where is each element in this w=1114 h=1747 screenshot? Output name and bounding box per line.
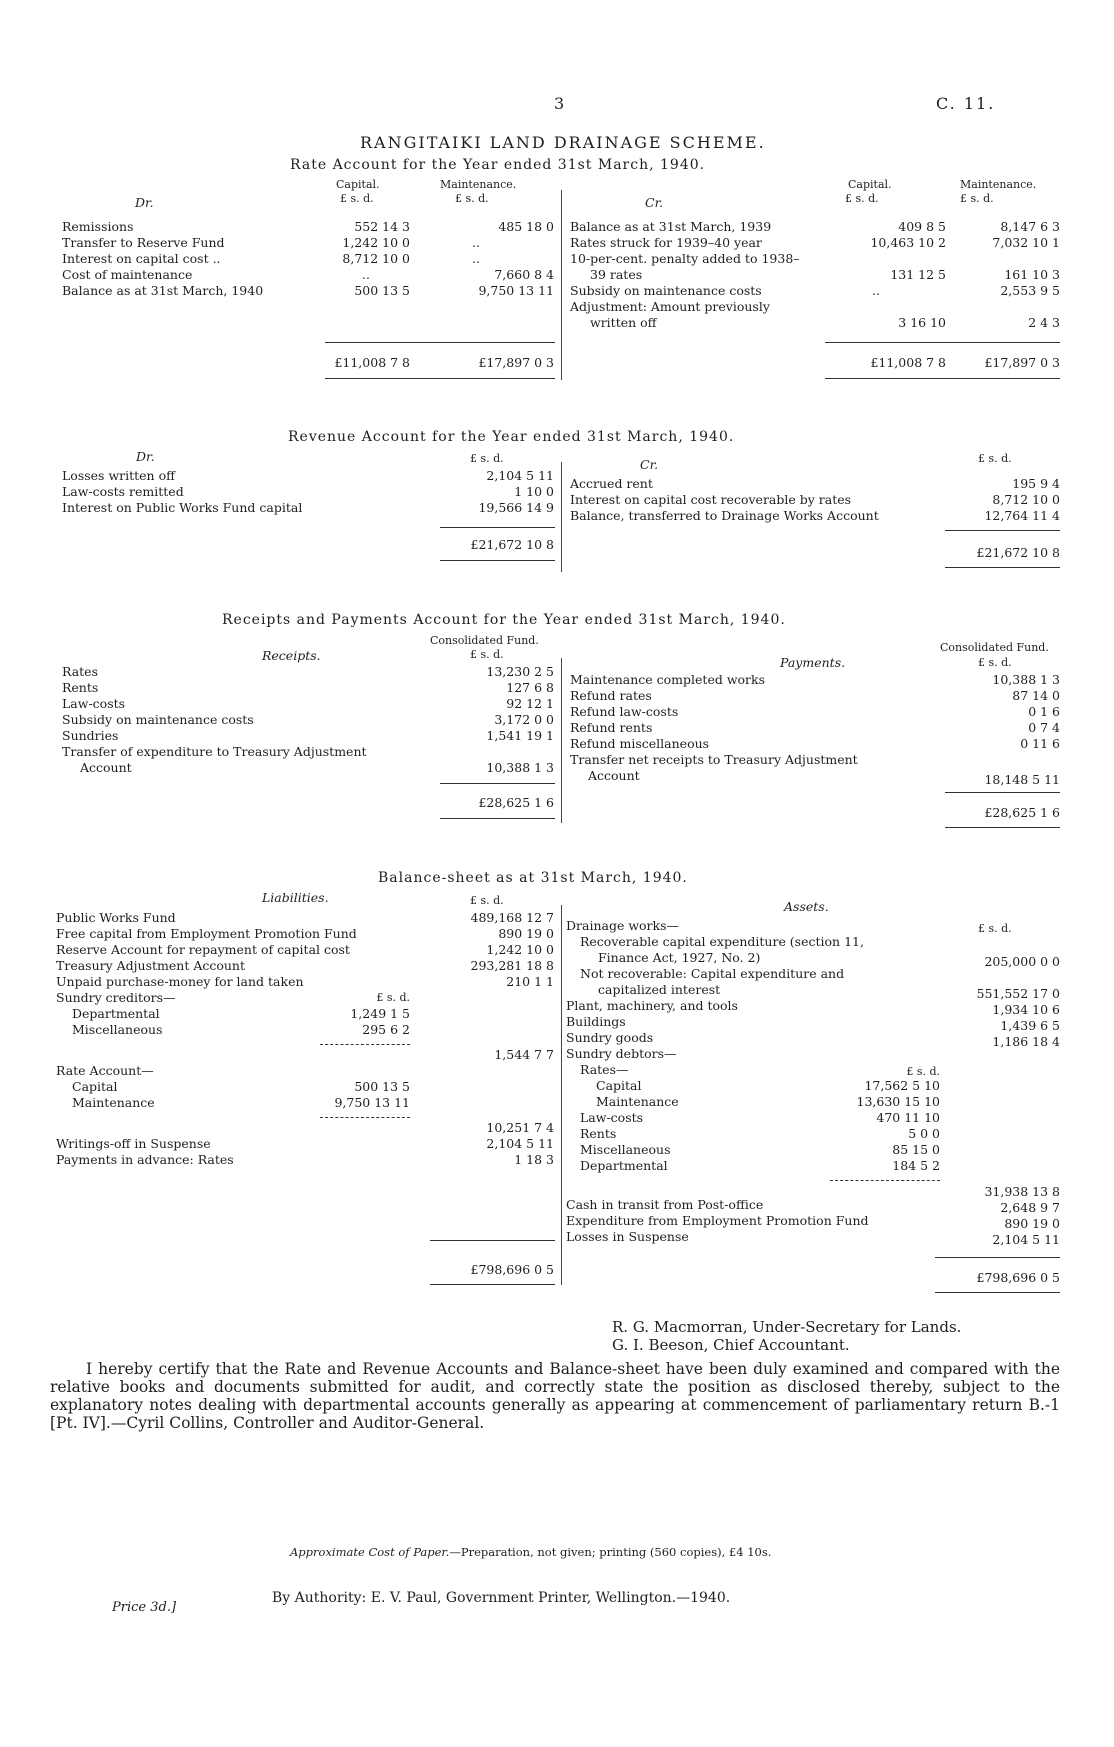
liability-sub-rule	[320, 1117, 410, 1118]
receipts-total: £28,625 1 6	[478, 795, 554, 810]
cost-of-paper-text: —Preparation, not given; printing (560 copies), £4 10s.	[449, 1545, 772, 1559]
liability-label: Capital	[72, 1079, 118, 1094]
rate-cr-label-text: 10-per-cent. penalty added to 1938–	[570, 251, 800, 266]
asset-sub: 184 5 2	[892, 1158, 940, 1173]
asset-label: Rates—	[580, 1062, 629, 1077]
asset-label: Law-costs	[580, 1110, 644, 1125]
asset-label: Sundry debtors—	[566, 1046, 677, 1061]
rate-account-title: Rate Account for the Year ended 31st March, 1940.	[290, 157, 706, 173]
rate-dr-total-underline	[325, 378, 555, 379]
receipts-payments-title: Receipts and Payments Account for the Year ended 31st March, 1940.	[222, 612, 786, 628]
rate-dr-maint: 7,660 8 4	[494, 267, 554, 282]
receipts-payments-divider	[561, 658, 562, 823]
liability-amount: 489,168 12 7	[470, 910, 554, 925]
liability-sub: 500 13 5	[354, 1079, 410, 1094]
asset-sub: 13,630 15 10	[856, 1094, 940, 1109]
receipts-lsd: £ s. d.	[470, 648, 504, 661]
asset-label: Cash in transit from Post-office	[566, 1197, 764, 1212]
liability-label: Maintenance	[72, 1095, 155, 1110]
asset-label: Expenditure from Employment Promotion Fund	[566, 1213, 869, 1228]
revenue-cr-amount: 12,764 11 4	[984, 508, 1060, 523]
revenue-dr-total-underline	[440, 560, 555, 561]
rate-cr-label-text: Balance as at 31st March, 1939	[570, 219, 772, 234]
asset-sub: 5 0 0	[908, 1126, 940, 1141]
payments-label-text: Refund rents	[570, 720, 653, 735]
asset-label: Finance Act, 1927, No. 2)	[598, 950, 761, 965]
payments-label-text: Refund rates	[570, 688, 652, 703]
asset-label: Losses in Suspense	[566, 1229, 689, 1244]
revenue-cr-amount: 8,712 10 0	[992, 492, 1060, 507]
revenue-dr-amount: 19,566 14 9	[478, 500, 554, 515]
rate-cr-lsd-maint: £ s. d.	[960, 192, 994, 205]
liability-sub-rule	[320, 1044, 410, 1045]
assets-total-rule	[935, 1257, 1060, 1258]
liabilities-lsd: £ s. d.	[470, 894, 504, 907]
liability-label: Sundry creditors—	[56, 990, 176, 1005]
receipts-amount: 127 6 8	[506, 680, 554, 695]
rate-cr-maint: 8,147 6 3	[1000, 219, 1060, 234]
receipts-label-text: Account	[80, 760, 132, 775]
liability-label: Rate Account—	[56, 1063, 154, 1078]
liability-label: Departmental	[72, 1006, 160, 1021]
rate-dr-capital: 552 14 3	[354, 219, 410, 234]
liability-sub: 9,750 13 11	[334, 1095, 410, 1110]
liabilities-total-underline	[430, 1284, 555, 1285]
rate-cr-label-text: Rates struck for 1939–40 year	[570, 235, 762, 250]
asset-label: Capital	[596, 1078, 642, 1093]
revenue-dr-total-rule	[440, 527, 555, 528]
rate-dr-label-text: Interest on capital cost ..	[62, 251, 221, 266]
revenue-dr-label-text: Losses written off	[62, 468, 175, 483]
rate-divider	[561, 190, 562, 380]
payments-total-rule	[945, 792, 1060, 793]
payments-amount: 18,148 5 11	[984, 772, 1060, 787]
payments-lsd: £ s. d.	[978, 656, 1012, 669]
liability-sub: 295 6 2	[362, 1022, 410, 1037]
rate-dr-capital: 1,242 10 0	[342, 235, 410, 250]
rate-dr-total-rule	[325, 342, 555, 343]
liability-amount: 210 1 1	[506, 974, 554, 989]
liability-label: Treasury Adjustment Account	[56, 958, 246, 973]
asset-sub: 85 15 0	[892, 1142, 940, 1157]
page-number: 3	[554, 94, 565, 113]
rate-cr-total-maint: £17,897 0 3	[984, 355, 1060, 370]
receipts-amount: 13,230 2 5	[486, 664, 554, 679]
rate-dr-label-text: Cost of maintenance	[62, 267, 193, 282]
liability-sub: 1,249 1 5	[350, 1006, 410, 1021]
revenue-dr-label-text: Law-costs remitted	[62, 484, 184, 499]
rate-dr-maint: ..	[472, 235, 480, 250]
receipts-label-text: Transfer of expenditure to Treasury Adjustment	[62, 744, 367, 759]
receipts-amount: 3,172 0 0	[494, 712, 554, 727]
authority-line: By Authority: E. V. Paul, Government Printer, Wellington.—1940.	[272, 1590, 731, 1606]
revenue-cr-label-text: Accrued rent	[570, 476, 653, 491]
asset-label: Not recoverable: Capital expenditure and	[580, 966, 845, 981]
receipts-label-text: Law-costs	[62, 696, 126, 711]
asset-amount: 31,938 13 8	[984, 1184, 1060, 1199]
rate-dr-col-capital: Capital.	[336, 178, 380, 191]
assets-label: Assets.	[784, 899, 829, 914]
scheme-title: RANGITAIKI LAND DRAINAGE SCHEME.	[360, 133, 766, 152]
asset-amount: 205,000 0 0	[984, 954, 1060, 969]
rate-cr-total-capital: £11,008 7 8	[870, 355, 946, 370]
asset-label: Drainage works—	[566, 918, 680, 933]
asset-amount: 1,439 6 5	[1000, 1018, 1060, 1033]
cost-of-paper-label: Approximate Cost of Paper.	[290, 1545, 450, 1559]
liability-amount: 890 19 0	[498, 926, 554, 941]
rate-cr-capital: ..	[872, 283, 880, 298]
liability-amount: 1,242 10 0	[486, 942, 554, 957]
revenue-dr-label: Dr.	[136, 449, 155, 464]
cost-of-paper	[290, 1545, 771, 1559]
rate-cr-label-text: Subsidy on maintenance costs	[570, 283, 762, 298]
payments-amount: 0 7 4	[1028, 720, 1060, 735]
liability-label: Reserve Account for repayment of capital cost	[56, 942, 350, 957]
asset-sub: 470 11 10	[876, 1110, 940, 1125]
rate-cr-total-rule	[825, 342, 1060, 343]
rate-dr-total-maint: £17,897 0 3	[478, 355, 554, 370]
asset-amount: 2,648 9 7	[1000, 1200, 1060, 1215]
asset-amount: 1,934 10 6	[992, 1002, 1060, 1017]
liability-label: Free capital from Employment Promotion Fund	[56, 926, 357, 941]
revenue-cr-total-underline	[945, 567, 1060, 568]
payments-label-text: Transfer net receipts to Treasury Adjustment	[570, 752, 858, 767]
asset-label: Maintenance	[596, 1094, 679, 1109]
asset-label: capitalized interest	[598, 982, 721, 997]
liabilities-total: £798,696 0 5	[470, 1262, 554, 1277]
rate-cr-capital: 3 16 10	[898, 315, 946, 330]
assets-total-underline	[935, 1292, 1060, 1293]
asset-label: Plant, machinery, and tools	[566, 998, 738, 1013]
revenue-cr-total: £21,672 10 8	[976, 545, 1060, 560]
receipts-label-text: Subsidy on maintenance costs	[62, 712, 254, 727]
assets-total: £798,696 0 5	[976, 1270, 1060, 1285]
balance-sheet-divider	[561, 905, 562, 1285]
rate-dr-label-text: Transfer to Reserve Fund	[62, 235, 225, 250]
payments-col-fund: Consolidated Fund.	[940, 641, 1049, 654]
liabilities-label: Liabilities.	[262, 890, 329, 905]
receipts-label-text: Rents	[62, 680, 99, 695]
rate-dr-total-capital: £11,008 7 8	[334, 355, 410, 370]
asset-amount: 890 19 0	[1004, 1216, 1060, 1231]
rate-cr-total-underline	[825, 378, 1060, 379]
liability-label: Miscellaneous	[72, 1022, 163, 1037]
rate-dr-capital: ..	[362, 267, 370, 282]
receipts-label: Receipts.	[262, 648, 321, 663]
rate-cr-label: Cr.	[645, 195, 664, 210]
liability-sub: £ s. d.	[376, 991, 410, 1004]
payments-amount: 0 11 6	[1020, 736, 1060, 751]
revenue-cr-label-text: Balance, transferred to Drainage Works Account	[570, 508, 879, 523]
receipts-label-text: Sundries	[62, 728, 119, 743]
liability-amount: 2,104 5 11	[486, 1136, 554, 1151]
asset-sub-rule	[830, 1180, 940, 1181]
receipts-col-fund: Consolidated Fund.	[430, 634, 539, 647]
rate-dr-lsd-capital: £ s. d.	[340, 192, 374, 205]
revenue-divider	[561, 462, 562, 572]
liability-label: Payments in advance: Rates	[56, 1152, 234, 1167]
rate-cr-label-text: written off	[590, 315, 657, 330]
asset-label: Departmental	[580, 1158, 668, 1173]
asset-label: Miscellaneous	[580, 1142, 671, 1157]
asset-sub: 17,562 5 10	[864, 1078, 940, 1093]
rate-cr-maint: 2 4 3	[1028, 315, 1060, 330]
receipts-total-underline	[440, 818, 555, 819]
liability-amount: 293,281 18 8	[470, 958, 554, 973]
receipts-total-rule	[440, 783, 555, 784]
revenue-cr-label: Cr.	[640, 457, 659, 472]
liability-amount: 1,544 7 7	[494, 1047, 554, 1062]
asset-amount: 1,186 18 4	[992, 1034, 1060, 1049]
payments-label-text: Refund law-costs	[570, 704, 679, 719]
liabilities-total-rule	[430, 1240, 555, 1241]
asset-label: Buildings	[566, 1014, 626, 1029]
asset-amount: 551,552 17 0	[976, 986, 1060, 1001]
payments-label-text: Maintenance completed works	[570, 672, 766, 687]
revenue-dr-amount: 2,104 5 11	[486, 468, 554, 483]
paper-code: C. 11.	[936, 94, 996, 113]
revenue-cr-total-rule	[945, 530, 1060, 531]
rate-cr-capital: 409 8 5	[898, 219, 946, 234]
rate-dr-lsd-maint: £ s. d.	[455, 192, 489, 205]
price-label: Price 3d.]	[112, 1600, 177, 1615]
balance-sheet-title: Balance-sheet as at 31st March, 1940.	[378, 870, 688, 886]
revenue-dr-lsd: £ s. d.	[470, 452, 504, 465]
rate-cr-label-text: 39 rates	[590, 267, 643, 282]
receipts-label-text: Rates	[62, 664, 98, 679]
payments-label-text: Account	[588, 768, 640, 783]
receipts-amount: 1,541 19 1	[486, 728, 554, 743]
rate-cr-label-text: Adjustment: Amount previously	[570, 299, 770, 314]
rate-dr-label: Dr.	[135, 195, 154, 210]
liability-label: Public Works Fund	[56, 910, 176, 925]
liability-amount: 10,251 7 4	[486, 1120, 554, 1135]
payments-amount: 87 14 0	[1012, 688, 1060, 703]
asset-label: Rents	[580, 1126, 617, 1141]
rate-cr-col-capital: Capital.	[848, 178, 892, 191]
revenue-dr-total: £21,672 10 8	[470, 537, 554, 552]
revenue-cr-lsd: £ s. d.	[978, 452, 1012, 465]
liability-amount: 1 18 3	[514, 1152, 554, 1167]
rate-cr-maint: 7,032 10 1	[992, 235, 1060, 250]
asset-label: Recoverable capital expenditure (section 11,	[580, 934, 864, 949]
rate-dr-label-text: Balance as at 31st March, 1940	[62, 283, 264, 298]
rate-dr-maint: ..	[472, 251, 480, 266]
rate-cr-col-maint: Maintenance.	[960, 178, 1037, 191]
asset-label: Sundry goods	[566, 1030, 654, 1045]
assets-lsd: £ s. d.	[978, 922, 1012, 935]
receipts-amount: 92 12 1	[506, 696, 554, 711]
rate-dr-capital: 8,712 10 0	[342, 251, 410, 266]
payments-amount: 10,388 1 3	[992, 672, 1060, 687]
revenue-dr-label-text: Interest on Public Works Fund capital	[62, 500, 303, 515]
rate-cr-maint: 161 10 3	[1004, 267, 1060, 282]
certification-paragraph: I hereby certify that the Rate and Revenue Accounts and Balance-sheet have been duly examined and compared with the relative books and documents submitted for audit, and correctly state the position as disclosed thereby, subject to the explanatory notes dealing with departmental accounts generally as appearing at commencement of parliamentary return B.-1 [Pt. IV].—Cyril Collins, Controller and Auditor-General.	[50, 1360, 1060, 1432]
liability-label: Unpaid purchase-money for land taken	[56, 974, 304, 989]
signature-under-secretary: R. G. Macmorran, Under-Secretary for Lands.	[612, 1318, 962, 1336]
liability-label: Writings-off in Suspense	[56, 1136, 211, 1151]
revenue-dr-amount: 1 10 0	[514, 484, 554, 499]
payments-total-underline	[945, 827, 1060, 828]
revenue-account-title: Revenue Account for the Year ended 31st March, 1940.	[288, 429, 735, 445]
rate-cr-maint: 2,553 9 5	[1000, 283, 1060, 298]
payments-amount: 0 1 6	[1028, 704, 1060, 719]
revenue-cr-label-text: Interest on capital cost recoverable by rates	[570, 492, 852, 507]
rate-cr-capital: 131 12 5	[890, 267, 946, 282]
asset-sub: £ s. d.	[906, 1065, 940, 1078]
rate-dr-capital: 500 13 5	[354, 283, 410, 298]
receipts-amount: 10,388 1 3	[486, 760, 554, 775]
signature-chief-accountant: G. I. Beeson, Chief Accountant.	[612, 1336, 850, 1354]
asset-amount: 2,104 5 11	[992, 1232, 1060, 1247]
payments-total: £28,625 1 6	[984, 805, 1060, 820]
rate-cr-lsd-capital: £ s. d.	[845, 192, 879, 205]
rate-dr-col-maint: Maintenance.	[440, 178, 517, 191]
payments-label: Payments.	[780, 655, 846, 670]
rate-dr-maint: 485 18 0	[498, 219, 554, 234]
payments-label-text: Refund miscellaneous	[570, 736, 710, 751]
revenue-cr-amount: 195 9 4	[1012, 476, 1060, 491]
rate-cr-capital: 10,463 10 2	[870, 235, 946, 250]
rate-dr-maint: 9,750 13 11	[478, 283, 554, 298]
rate-dr-label-text: Remissions	[62, 219, 134, 234]
